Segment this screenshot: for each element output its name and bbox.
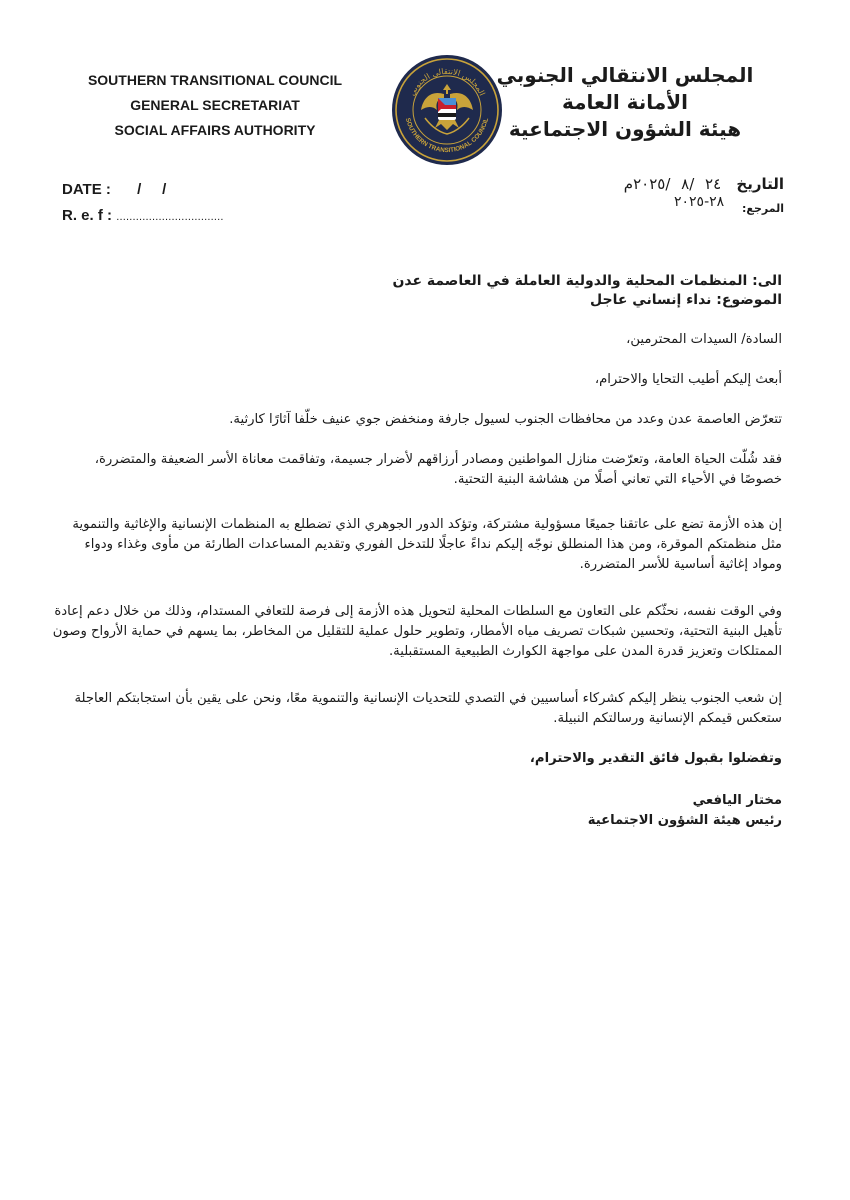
paragraph-3: إن هذه الأزمة تضع على عاتقنا جميعًا مسؤولية مشتركة، وتؤكد الدور الجوهري الذي تضطلع به المنظمات الإنسانية والإغاثية والتنموية مثل منظمتكم الموقرة، ومن هذا المنطلق نوجّه إليكم نداءً عاجلًا للتدخل الفوري وتقديم المساعدات الطارئة من مأوى وغذاء ودواء ومواد إغاثية أساسية للأسر المتضررة.: [72, 517, 782, 572]
paragraph-5: إن شعب الجنوب ينظر إليكم كشركاء أساسيين في التصدي للتحديات الإنسانية والتنموية معًا، ونحن على يقين بأن استجابتكم العاجلة ستعكس قيمكم الإنسانية ورسالتكم النبيلة.: [74, 691, 782, 726]
paragraph-1: تتعرّض العاصمة عدن وعدد من محافظات الجنوب لسيول جارفة ومنخفض جوي عنيف خلّفا آثارًا كارثية.: [229, 412, 782, 427]
org-name-en: SOUTHERN TRANSITIONAL COUNCIL: [87, 72, 343, 88]
authority-ar: هيئة الشؤون الاجتماعية: [508, 117, 742, 141]
paragraph-2: فقد شُلّت الحياة العامة، وتعرّضت منازل المواطنين ومصادر أرزاقهم لأضرار جسيمة، وتفاقمت معاناة الأسر الضعيفة والمتضررة، خصوصًا في الأحياء التي تعاني أصلًا من هشاشة البنية التحتية.: [94, 452, 782, 487]
date-label-en: DATE :: [62, 181, 111, 198]
date-field-ar: [624, 175, 784, 193]
authority-en: SOCIAL AFFAIRS AUTHORITY: [114, 122, 316, 138]
date-field-en: [62, 180, 166, 200]
header-arabic: [485, 62, 765, 143]
signer-name: مختار اليافعي: [692, 793, 782, 808]
ref-value-ar: ٢٨-٢٠٢٥: [674, 194, 725, 210]
ref-field-en: [62, 206, 224, 227]
emblem-bottom-text: SOUTHERN TRANSITIONAL COUNCIL: [403, 117, 491, 155]
ref-dots-en: .................................: [116, 211, 224, 223]
date-value-en: / /: [137, 181, 167, 198]
ref-field-ar: [674, 194, 784, 216]
secretariat-ar: الأمانة العامة: [562, 90, 688, 114]
salutation: السادة/ السيدات المحترمين،: [626, 332, 782, 347]
header-english: [80, 68, 350, 143]
signer-title: رئيس هيئة الشؤون الاجتماعية: [587, 813, 782, 828]
subject-line: الموضوع: نداء إنساني عاجل: [590, 292, 782, 308]
paragraph-4: وفي الوقت نفسه، نحثّكم على التعاون مع السلطات المحلية لتحويل هذه الأزمة إلى فرصة للتعافي المستدام، وذلك من خلال دعم إعادة تأهيل البنية التحتية، وتحسين شبكات تصريف مياه الأمطار، وتطوير حلول عملية للتقليل من المخاطر، بما يسهم في حماية الأرواح وصون الممتلكات وتعزيز قدرة المدن على مواجهة الكوارث الطبيعية المستقبلية.: [52, 604, 782, 659]
date-value-ar: ٢٤ /٨ /٢٠٢٥م: [623, 175, 722, 193]
secretariat-en: GENERAL SECRETARIAT: [130, 97, 300, 113]
closing-line: وتفضلوا بقبول فائق التقدير والاحترام،: [529, 751, 782, 766]
org-name-ar: المجلس الانتقالي الجنوبي: [496, 63, 754, 87]
letter-body: [52, 272, 782, 831]
ref-label-ar: المرجع:: [742, 202, 784, 215]
recipient-line: الى: المنظمات المحلية والدولية العاملة في العاصمة عدن: [392, 273, 782, 289]
ref-label-en: R. e. f :: [62, 207, 113, 224]
date-label-ar: التاريخ: [736, 175, 784, 193]
emblem-top-text: المجلس الانتقالي الجنوبي: [407, 66, 487, 98]
greeting: أبعث إليكم أطيب التحايا والاحترام،: [594, 372, 782, 387]
